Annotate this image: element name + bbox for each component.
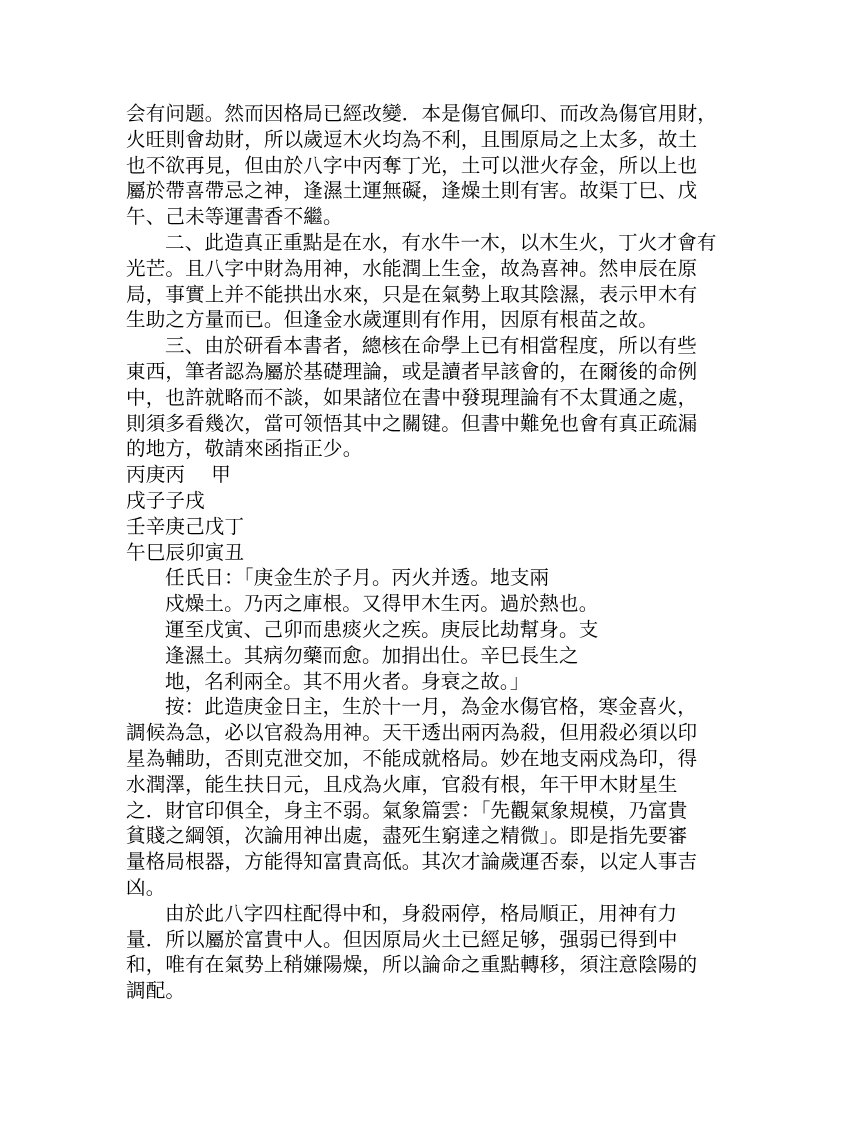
quote-line: 戍燥土。乃丙之庫根。又得甲木生丙。過於熱也。 [165, 592, 599, 616]
text-line: 火旺則會劫財，所以歲逗木火均為不利，且围原局之上太多，故土 [126, 127, 698, 151]
text-line: 之．財官印俱全，身主不弱。氣象篇雲：「先觀氣象規模，乃富貴 [126, 798, 688, 822]
text-line: 則須多看幾次，當可领悟其中之關键。但書中難免也會有真正疏漏 [126, 411, 698, 435]
text-line: 生助之方量而已。但逢金水歲運則有作用，因原有根苗之故。 [126, 308, 658, 332]
text-line: 屬於帶喜帶忌之神，逢濕土運無礙，逢燥土則有害。故渠丁巳、戊 [126, 179, 698, 203]
text-line: 和，唯有在氣势上稍嫌陽燥，所以論命之重點轉移，須注意陰陽的 [126, 953, 698, 977]
text-line: 東西，筆者認為屬於基礎理論，或是讀者早該會的，在爾後的命例 [126, 360, 698, 383]
text-line: 的地方，敬請來函指正少。 [126, 437, 363, 461]
text-line: 貧賤之綱領，次論用神出處，盡死生窮達之精微」。即是指先要審 [126, 824, 688, 848]
text-line: 三、由於研看本書者，總核在命學上已有相當程度，所以有些 [165, 334, 697, 358]
quote-line: 逢濕土。其病勿藥而愈。加捐出仕。辛巳長生之 [165, 643, 579, 667]
luck-branches-line: 午巳辰卯寅丑 [126, 540, 245, 564]
text-line: 星為輔助，否則克泄交加，不能成就格局。妙在地支兩戍為印，得 [126, 747, 698, 770]
text-line: 量．所以屬於富貴中人。但因原局火土已經足够，强弱已得到中 [126, 927, 678, 951]
text-line: 水潤澤，能生扶日元，且戍為火庫，官殺有根，年干甲木財星生 [126, 772, 678, 796]
text-line: 按：此造庚金日主，生於十一月，為金水傷官格，寒金喜火， [165, 695, 697, 719]
text-line: 調候為急，必以官殺為用神。天干透出兩丙為殺，但用殺必須以印 [126, 721, 698, 745]
text-line: 局，事實上并不能拱出水來，只是在氣勢上取其陰濕，表示甲木有 [126, 282, 698, 306]
text-line: 光芒。且八字中財為用神，水能潤上生金，故為喜神。然申辰在原 [126, 256, 698, 280]
text-line: 会有问题。然而因格局已經改變．本是傷官佩印、而改為傷官用財， [126, 102, 718, 125]
bazi-branches-line: 戌子子戌 [126, 489, 205, 512]
quote-line: 地，名利兩全。其不用火者。身衰之故。」 [165, 669, 530, 693]
text-line: 中，也許就略而不談，如果諸位在書中發現理論有不太貫通之處， [126, 385, 698, 409]
text-line: 二、此造真正重點是在水，有水牛一木，以木生火，丁火才會有 [165, 231, 717, 254]
luck-stems-line: 壬辛庚己戊丁 [126, 514, 245, 538]
quote-line: 任氏日：「庚金生於子月。丙火并透。地支兩 [165, 566, 550, 590]
text-line: 調配。 [126, 979, 186, 1003]
bazi-stems-line: 丙庚丙 甲 [126, 463, 231, 487]
text-line: 量格局根器，方能得知富貴高低。其次才論歲運否泰，以定人事吉 [126, 850, 698, 874]
text-line: 凶。 [126, 876, 166, 899]
text-line: 由於此八字四柱配得中和，身殺兩停，格局順正，用神有力 [165, 901, 678, 925]
quote-line: 運至戊寅、己卯而患痰火之疾。庚辰比劫幫身。支 [165, 618, 599, 641]
text-line: 也不欲再見，但由於八字中丙奪丁光，土可以泄火存金，所以上也 [126, 153, 698, 177]
text-line: 午、己未等運書香不繼。 [126, 205, 343, 229]
